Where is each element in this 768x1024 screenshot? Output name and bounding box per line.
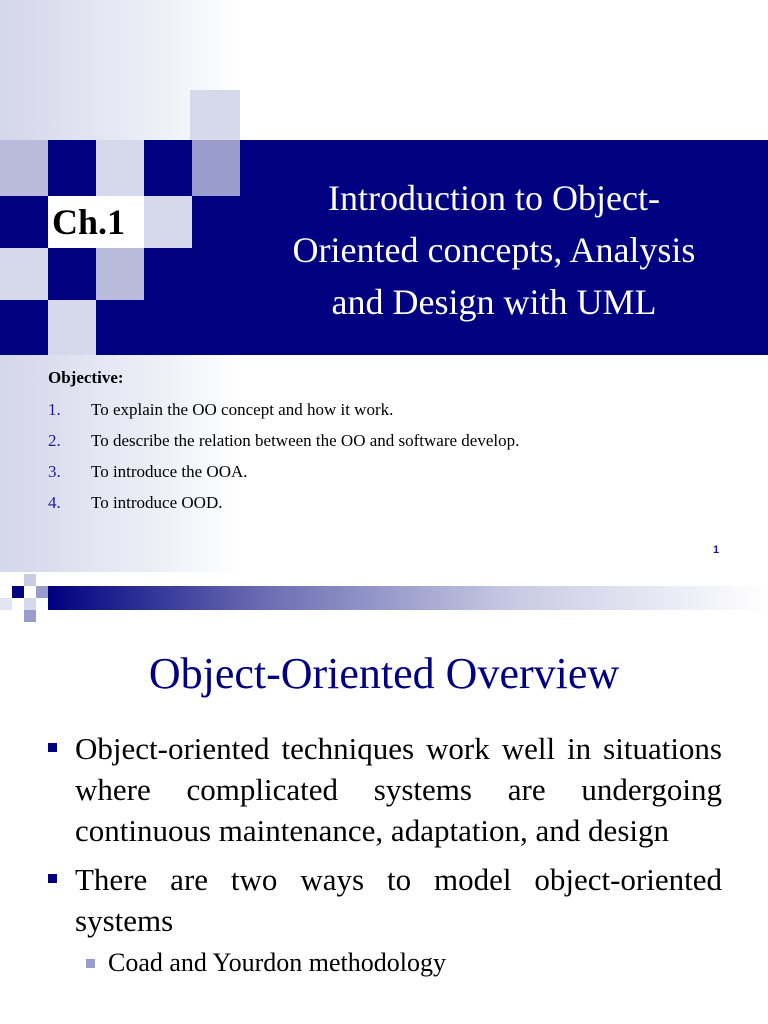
- list-number: 2.: [48, 431, 61, 450]
- slide-2: [0, 624, 768, 1024]
- list-text: To introduce OOD.: [91, 493, 223, 512]
- list-item: [48, 398, 748, 429]
- bullet-text: There are two ways to model object-oriented systems: [75, 862, 722, 938]
- list-number: 3.: [48, 462, 61, 481]
- decor-pixel: [0, 598, 12, 610]
- decor-pixel: [36, 586, 48, 598]
- title-line: Introduction to Object-: [328, 178, 660, 218]
- decor-pixel: [12, 586, 24, 598]
- objective-heading: [48, 368, 124, 388]
- list-item: [48, 460, 748, 491]
- list-text: To explain the OO concept and how it work.: [91, 400, 394, 419]
- bullet-list: [48, 728, 722, 981]
- decor-square: [96, 248, 144, 300]
- square-bullet-icon: [48, 874, 57, 883]
- slide-title: [240, 172, 748, 328]
- square-bullet-icon: [48, 743, 57, 752]
- bullet-item: [48, 728, 722, 851]
- decor-square: [190, 90, 240, 140]
- gradient-bar: [48, 586, 768, 610]
- list-number: 1.: [48, 400, 61, 419]
- chapter-label: Ch.1: [48, 196, 144, 248]
- square-bullet-icon: [86, 959, 95, 968]
- decor-pixel: [24, 598, 36, 610]
- bullet-item: [48, 859, 722, 941]
- page-number: 1: [713, 544, 720, 556]
- list-text: To introduce the OOA.: [91, 462, 248, 481]
- sub-bullet-item: [48, 945, 722, 981]
- decor-square: [0, 140, 48, 196]
- decor-square: [144, 196, 192, 248]
- slide-divider: [0, 572, 768, 624]
- objective-colon: :: [117, 368, 124, 387]
- list-item: [48, 429, 748, 460]
- list-item: [48, 491, 748, 522]
- decor-pixel: [24, 574, 36, 586]
- list-text: To describe the relation between the OO and software develop.: [91, 431, 520, 450]
- title-line: and Design with UML: [331, 282, 657, 322]
- objective-label: Objective: [48, 368, 118, 387]
- sub-bullet-text: Coad and Yourdon methodology: [108, 948, 446, 977]
- decor-square: [192, 140, 240, 196]
- decor-square: [48, 300, 96, 355]
- list-number: 4.: [48, 493, 61, 512]
- decor-pixel: [24, 610, 36, 622]
- bullet-text: Object-oriented techniques work well in situations where complicated systems are undergoing continuous maintenance, adaptation, and design: [75, 731, 722, 848]
- decor-square: [0, 248, 48, 300]
- objective-list: [48, 398, 748, 522]
- decor-square: [96, 140, 144, 196]
- slide-title: Object-Oriented Overview: [148, 649, 620, 698]
- title-line: Oriented concepts, Analysis: [292, 230, 696, 270]
